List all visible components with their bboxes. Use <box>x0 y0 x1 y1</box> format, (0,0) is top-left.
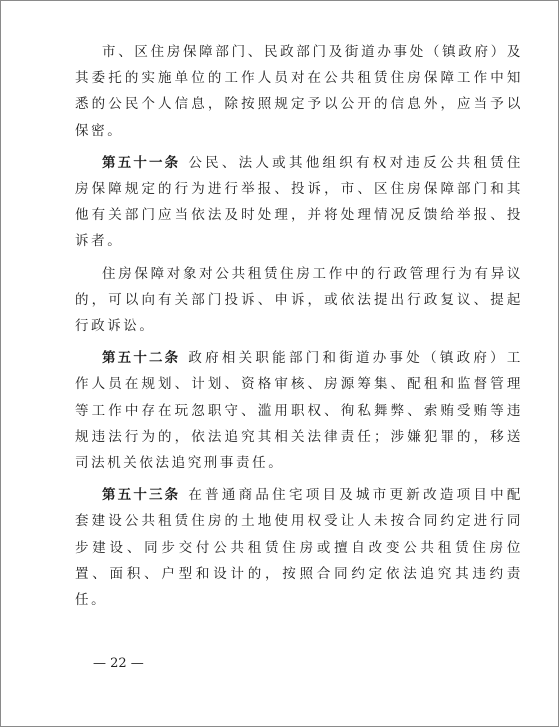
page-number: — 22 — <box>93 656 144 671</box>
paragraph-text: 住房保障对象对公共租赁住房工作中的行政管理行为有异议的，可以向有关部门投诉、申诉，或依法提出行政复议、提起行政诉讼。 <box>75 265 523 335</box>
article-52 <box>75 345 523 476</box>
article-53 <box>75 482 523 613</box>
paragraph-confidentiality <box>75 39 523 144</box>
document-body <box>75 39 523 619</box>
article-heading: 第五十二条 <box>102 350 181 367</box>
article-heading: 第五十三条 <box>102 487 181 504</box>
paragraph-text: 公民、法人或其他组织有权对违反公共租赁住房保障规定的行为进行举报、投诉，市、区住房保障部门和其他有关部门应当依法及时处理，并将处理情况反馈给举报、投诉者。 <box>75 154 524 250</box>
paragraph-objection <box>75 261 523 340</box>
paragraph-text: 市、区住房保障部门、民政部门及街道办事处（镇政府）及其委托的实施单位的工作人员对在公共租赁住房保障工作中知悉的公民个人信息，除按照规定予以公开的信息外，应当予以保密。 <box>75 44 523 139</box>
paragraph-text: 在普通商品住宅项目及城市更新改造项目中配套建设公共租赁住房的土地使用权受让人未按合同约定进行同步建设、同步交付公共租赁住房或擅自改变公共租赁住房位置、面积、户型和设计的，按照合同约定依法追究其违约责任。 <box>75 487 524 609</box>
article-heading: 第五十一条 <box>102 154 181 171</box>
paragraph-text: 政府相关职能部门和街道办事处（镇政府）工作人员在规划、计划、资格审核、房源筹集、配租和监督管理等工作中存在玩忽职守、滥用职权、徇私舞弊、索贿受贿等违规违法行为的，依法追究其相关法律责任；涉嫌犯罪的，移送司法机关依法追究刑事责任。 <box>75 350 524 472</box>
article-51 <box>75 150 523 255</box>
